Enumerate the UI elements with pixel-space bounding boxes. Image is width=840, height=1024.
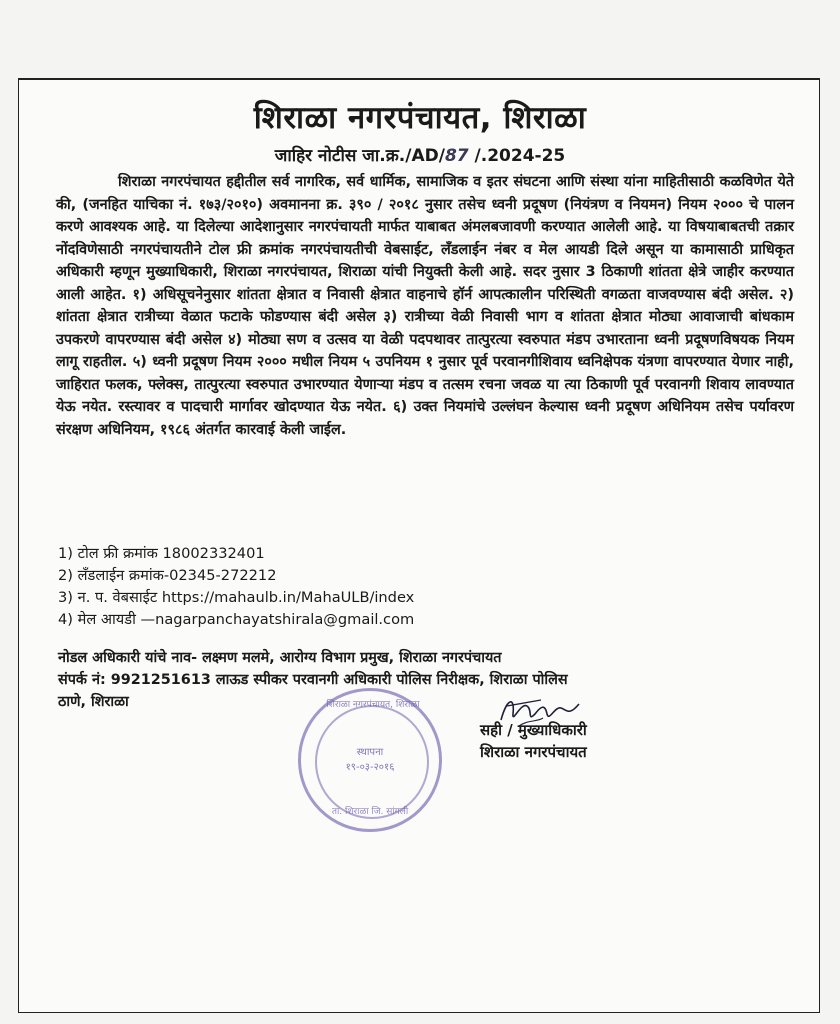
notice-body: शिराळा नगरपंचायत हद्दीतील सर्व नागरिक, सर्व धार्मिक, सामाजिक व इतर संघटना आणि संस्था यांना माहितीसाठी कळविणेत येते की, (जनहित याचिका नं. १७३/२०१०) अवमानना क्र. ३९० / २०१८ नुसार तसेच ध्वनी प्रदूषण (नियंत्रण व नियमन) नियम २००० चे पालन करणे आवश्यक आहे. या दिलेल्या आदेशानुसार नगरपंचायती मार्फत याबाबत अंमलबजावणी करण्यात आलेली आहे. या विषयाबाबतची तक्रार नोंदविणेसाठी नगरपंचायतीने टोल फ्री क्रमांक नगरपंचायतीची वेबसाईट, लँडलाईन नंबर व मेल आयडी दिले असून या कामासाठी प्राधिकृत अधिकारी म्हणून मुख्याधिकारी, शिराळा नगरपंचायत, शिराळा यांची नियुक्ती केली आहे. सदर नुसार 3 ठिकाणी शांतता क्षेत्रे जाहीर करण्यात आली आहेत. १) अधिसूचनेनुसार शांतता क्षेत्रात व निवासी क्षेत्रात वाहनाचे हॉर्न आपत्कालीन परिस्थिती वगळता वाजवण्यास बंदी असेल. २) शांतता क्षेत्रात रात्रीच्या वेळात फटाके फोडण्यास बंदी असेल ३) रात्रीच्या वेळी निवासी भाग व शांतता क्षेत्रात मोठ्या आवाजाची बांधकाम उपकरणे वापरण्यास बंदी असेल ४) मोठ्या सण व उत्सव या वेळी पदपथावर तात्पुरत्या स्वरुपात मंडप उभारताना ध्वनी प्रदूषणविषयक नियम लागू राहतील. ५) ध्वनी प्रदूषण नियम २००० मधील नियम ५ उपनियम १ नुसार पूर्व परवानगीशिवाय ध्वनिक्षेपक यंत्रणा वापरण्यात येणार नाही, जाहिरात फलक, फ्लेक्स, तात्पुरत्या स्वरुपात उभारण्यात येणाऱ्या मंडप व तत्सम रचना जवळ या त्या ठिकाणी पूर्व परवानगी शिवाय लावण्यात येऊ नयेत. रस्त्यावर व पादचारी मार्गावर खोदण्यात येऊ नयेत. ६) उक्त नियमांचे उल्लंघन केल्यास ध्वनी प्रदूषण अधिनियम तसेच पर्यावरण संरक्षण अधिनियम, १९८६ अंतर्गत कारवाई केली जाईल. bbox=[56, 174, 795, 438]
notice-number bbox=[0, 143, 840, 166]
official-seal-stamp bbox=[298, 688, 442, 832]
notice-number-handwritten: 87 bbox=[444, 146, 469, 166]
stamp-established-label: स्थापना bbox=[356, 747, 384, 758]
stamp-established-date: १९-०३-२०१६ bbox=[345, 762, 395, 773]
contact-list bbox=[58, 543, 598, 631]
contact-website: 3) न. प. वेबसाईट https://mahaulb.in/MahaULB/index bbox=[58, 589, 415, 606]
signature-office: शिराळा नगरपंचायत bbox=[480, 743, 587, 761]
page-title: शिराळा नगरपंचायत, शिराळा bbox=[253, 100, 587, 136]
stamp-center bbox=[301, 745, 439, 775]
notice-number-suffix: /.2024-25 bbox=[468, 146, 566, 166]
officer-line-3: ठाणे, शिराळा bbox=[58, 694, 129, 710]
officer-line-2: संपर्क नं: 9921251613 लाऊड स्पीकर परवानगी अधिकारी पोलिस निरीक्षक, शिराळा पोलिस bbox=[58, 672, 568, 688]
contact-landline: 2) लँडलाईन क्रमांक-02345-272212 bbox=[58, 567, 277, 584]
stamp-ring-text: शिराळा नगरपंचायत, शिराळा bbox=[326, 700, 420, 710]
signature-title: सही / मुख्याधिकारी bbox=[480, 721, 587, 739]
stamp-bottom-text: ता. शिराळा जि. सांगली bbox=[331, 807, 409, 817]
officer-line-1: नोडल अधिकारी यांचे नाव- लक्ष्मण मलमे, आरोग्य विभाग प्रमुख, शिराळा नगरपंचायत bbox=[58, 650, 502, 666]
contact-toll-free: 1) टोल फ्री क्रमांक 18002332401 bbox=[58, 545, 265, 562]
contact-email: 4) मेल आयडी —nagarpanchayatshirala@gmail.com bbox=[58, 611, 415, 628]
signature-block bbox=[480, 719, 587, 763]
notice-number-prefix: जाहिर नोटीस जा.क्र./AD/ bbox=[274, 146, 445, 166]
